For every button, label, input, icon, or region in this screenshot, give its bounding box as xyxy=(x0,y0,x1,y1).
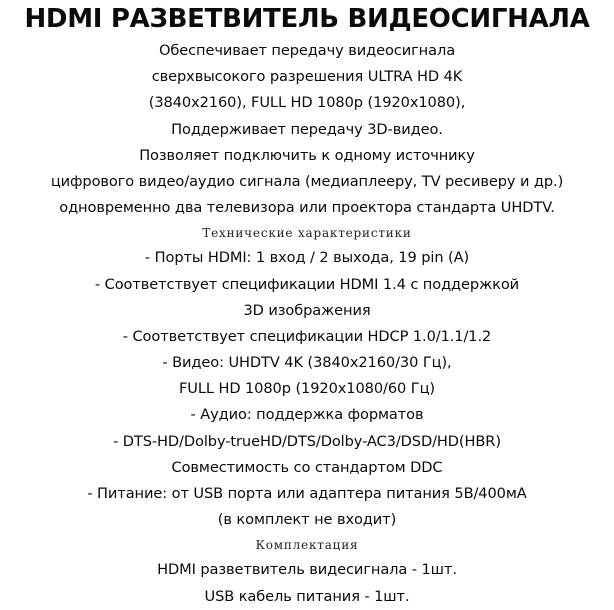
spec-line: - DTS-HD/Dolby-trueHD/DTS/Dolby-AC3/DSD/HD(HBR) xyxy=(113,432,501,450)
package-line: USB кабель питания - 1шт. xyxy=(204,587,410,605)
spec-line: FULL HD 1080p (1920x1080/60 Гц) xyxy=(178,380,436,398)
specs-block xyxy=(4,245,610,533)
spec-line: - Видео: UHDTV 4K (3840x2160/30 Гц), xyxy=(162,354,452,372)
spec-line: 3D изображения xyxy=(243,301,371,319)
spec-line: - Порты HDMI: 1 вход / 2 выхода, 19 pin (A) xyxy=(144,249,470,267)
package-heading: Комплектация xyxy=(255,538,359,553)
specs-heading: Технические характеристики xyxy=(202,226,412,241)
spec-line: - Соответствует спецификации HDCP 1.0/1.1/1.2 xyxy=(122,327,492,345)
spec-line: (в комплект не входит) xyxy=(217,511,397,529)
description-line: Обеспечивает передачу видеосигнала xyxy=(158,42,456,59)
description-line: Позволяет подключить к одному источнику xyxy=(139,146,475,164)
spec-line: Совместимость со стандартом DDC xyxy=(171,458,443,476)
spec-line: - Аудио: поддержка форматов xyxy=(190,406,424,424)
description-line: одновременно два телевизора или проектора стандарта UHDTV. xyxy=(59,199,555,217)
description-block xyxy=(4,38,610,221)
spec-line: - Соответствует спецификации HDMI 1.4 с поддержкой xyxy=(94,275,520,293)
description-line: сверхвысокого разрешения ULTRA HD 4K xyxy=(151,68,463,86)
description-line: (3840x2160), FULL HD 1080p (1920x1080), xyxy=(148,94,466,112)
spec-line: - Питание: от USB порта или адаптера питания 5В/400мА xyxy=(87,485,527,502)
package-block xyxy=(4,557,610,609)
product-title: HDMI РАЗВЕТВИТЕЛЬ ВИДЕОСИГНАЛА xyxy=(24,4,590,34)
description-line: Поддерживает передачу 3D-видео. xyxy=(171,120,443,138)
description-line: цифрового видео/аудио сигнала (медиаплееру, TV ресиверу и др.) xyxy=(50,172,564,190)
package-line: HDMI разветвитель видесигнала - 1шт. xyxy=(157,561,457,579)
